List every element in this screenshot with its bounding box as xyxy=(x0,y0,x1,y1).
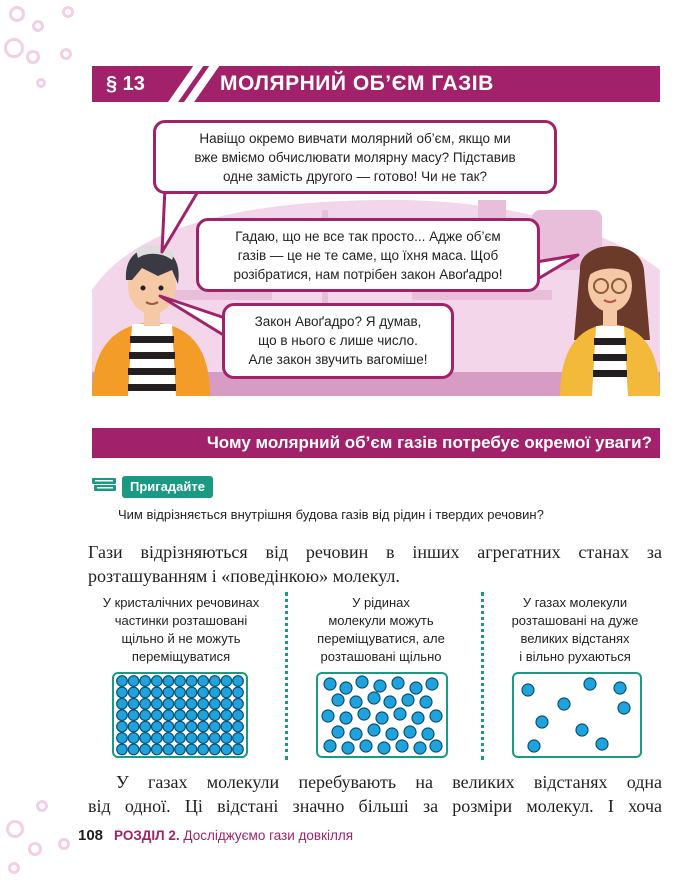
molecule xyxy=(163,721,174,732)
molecule xyxy=(233,710,244,721)
liquid-line: У рідинах xyxy=(352,595,410,610)
molecule xyxy=(358,708,370,720)
molecule xyxy=(322,710,334,722)
molecule xyxy=(152,721,163,732)
molecule xyxy=(350,728,362,740)
molecule xyxy=(558,698,570,710)
molecule xyxy=(163,744,174,755)
molecule xyxy=(426,678,438,690)
molecule xyxy=(186,733,197,744)
molecule xyxy=(175,699,186,710)
molecule xyxy=(368,724,380,736)
gas-line: і вільно рухаються xyxy=(519,649,631,664)
molecule xyxy=(396,740,408,752)
liquid-molecules xyxy=(318,674,446,756)
molecule xyxy=(233,721,244,732)
molecule xyxy=(618,702,630,714)
molecule xyxy=(198,699,209,710)
gas-description xyxy=(490,594,660,666)
molecule xyxy=(356,676,368,688)
molecule xyxy=(186,721,197,732)
molecule xyxy=(414,742,426,754)
molecule xyxy=(175,676,186,687)
molecule xyxy=(210,710,221,721)
molecule xyxy=(324,678,336,690)
molecule xyxy=(210,721,221,732)
molecule xyxy=(140,676,151,687)
molecule xyxy=(128,699,139,710)
molecule xyxy=(386,728,398,740)
speech-bubble-girl xyxy=(196,218,540,292)
molecule xyxy=(163,710,174,721)
molecule xyxy=(221,687,232,698)
molecule xyxy=(376,712,388,724)
molecule xyxy=(221,721,232,732)
molecule xyxy=(117,744,128,755)
bubble-line: вже вміємо обчислювати молярну масу? Підставив xyxy=(194,150,516,165)
molecule xyxy=(163,676,174,687)
molecule xyxy=(198,721,209,732)
column-divider xyxy=(481,592,484,760)
gas-line: великих відстанях xyxy=(520,631,630,646)
chapter-label: РОЗДІЛ 2. xyxy=(114,828,180,843)
section-heading: Чому молярний об’єм газів потребує окремої уваги? xyxy=(92,428,660,458)
molecule xyxy=(128,676,139,687)
molecule xyxy=(340,682,352,694)
molecule xyxy=(584,678,596,690)
solid-molecules xyxy=(114,674,246,756)
molecule xyxy=(210,687,221,698)
liquid-description xyxy=(296,594,466,666)
molecule xyxy=(186,699,197,710)
molecule xyxy=(186,676,197,687)
molecule xyxy=(152,733,163,744)
molecule xyxy=(522,684,534,696)
solid-line: частинки розташовані xyxy=(114,613,248,628)
molecule xyxy=(221,733,232,744)
molecule xyxy=(152,687,163,698)
books-icon xyxy=(92,478,116,492)
molecule xyxy=(117,687,128,698)
molecule xyxy=(210,699,221,710)
decor-ring xyxy=(6,820,24,838)
molecule xyxy=(350,696,362,708)
molecule xyxy=(163,733,174,744)
remember-question: Чим відрізняється внутрішня будова газів від рідин і твердих речовин? xyxy=(118,507,544,522)
molecule xyxy=(233,733,244,744)
molecule xyxy=(528,740,540,752)
bubble-line: Навіщо окремо вивчати молярний об’єм, якщо ми xyxy=(199,131,511,146)
molecule xyxy=(117,676,128,687)
body-line-2: від одної. Ці відстані значно більші за розміри молекул. І хоча xyxy=(88,796,662,816)
molecule xyxy=(140,699,151,710)
molecule xyxy=(186,710,197,721)
molecule xyxy=(117,699,128,710)
molecule xyxy=(117,710,128,721)
molecule xyxy=(221,744,232,755)
molecule xyxy=(140,744,151,755)
molecule xyxy=(210,744,221,755)
bubble-line: одне замість другого — готово! Чи не так? xyxy=(222,169,488,184)
molecule xyxy=(140,721,151,732)
molecule xyxy=(324,740,336,752)
molecule xyxy=(117,721,128,732)
molecule xyxy=(340,712,352,724)
solid-line: переміщуватися xyxy=(131,649,231,664)
speech-bubble-boy-reply xyxy=(222,303,454,379)
molecule xyxy=(198,687,209,698)
molecule xyxy=(198,744,209,755)
molecule xyxy=(175,721,186,732)
solid-line: У кристалічних речовинах xyxy=(102,595,260,610)
decor-ring xyxy=(58,838,70,850)
molecule xyxy=(221,710,232,721)
molecule xyxy=(430,740,442,752)
liquid-line: переміщуватися, але xyxy=(317,631,445,646)
gas-molecules xyxy=(514,674,640,756)
molecule xyxy=(422,728,434,740)
molecule xyxy=(152,710,163,721)
molecule xyxy=(128,733,139,744)
bubble-line: Але закон звучить вагоміше! xyxy=(248,352,428,367)
bubble-line: що в нього є лише число. xyxy=(258,333,418,348)
molecule xyxy=(384,696,396,708)
chapter-title: Досліджуємо гази довкілля xyxy=(183,828,354,843)
molecule xyxy=(128,744,139,755)
bubble-line: газів — це не те саме, що їхня маса. Щоб xyxy=(237,248,499,263)
molecule xyxy=(368,692,380,704)
molecule xyxy=(332,694,344,706)
column-divider xyxy=(285,592,288,760)
gas-line: розташовані на дуже xyxy=(511,613,639,628)
molecule xyxy=(152,676,163,687)
molecule xyxy=(420,696,432,708)
molecule xyxy=(140,687,151,698)
molecule xyxy=(233,676,244,687)
molecule xyxy=(140,710,151,721)
speech-bubble-boy xyxy=(153,120,557,194)
molecule xyxy=(175,710,186,721)
decor-ring xyxy=(28,842,42,856)
molecule xyxy=(210,733,221,744)
intro-line-1: Гази відрізняються від речовин в інших агрегатних станах за xyxy=(88,542,662,562)
molecule xyxy=(360,740,372,752)
bubble-line: Гадаю, що не все так просто... Адже об’єм xyxy=(235,229,501,244)
solid-diagram xyxy=(112,672,248,758)
molecule xyxy=(175,744,186,755)
molecule xyxy=(596,738,608,750)
molecule xyxy=(128,710,139,721)
bubble-line: Закон Авоґадро? Я думав, xyxy=(254,314,422,329)
molecule xyxy=(117,733,128,744)
molecule xyxy=(175,687,186,698)
bubble-line: розібратися, нам потрібен закон Авоґадро! xyxy=(233,267,503,282)
liquid-line: розташовані щільно xyxy=(320,649,442,664)
solid-description xyxy=(92,594,270,666)
molecule xyxy=(233,687,244,698)
decor-ring xyxy=(36,800,48,812)
molecule xyxy=(186,687,197,698)
molecule xyxy=(198,733,209,744)
molecule xyxy=(332,726,344,738)
molecule xyxy=(221,699,232,710)
molecule xyxy=(221,676,232,687)
remember-badge: Пригадайте xyxy=(122,476,213,498)
liquid-diagram xyxy=(316,672,448,758)
molecule xyxy=(128,721,139,732)
molecule xyxy=(198,710,209,721)
molecule xyxy=(342,742,354,754)
molecule xyxy=(233,744,244,755)
molecule xyxy=(140,733,151,744)
molecule xyxy=(412,712,424,724)
decor-ring xyxy=(8,862,20,874)
intro-line-2: розташуванням і «поведінкою» молекул. xyxy=(88,566,400,586)
section-number: § 13 xyxy=(106,73,145,95)
molecule xyxy=(175,733,186,744)
molecule xyxy=(210,676,221,687)
body-line-1: У газах молекули перебувають на великих відстанях одна xyxy=(116,772,662,792)
molecule xyxy=(410,682,422,694)
page-title: МОЛЯРНИЙ ОБ’ЄМ ГАЗІВ xyxy=(220,72,494,95)
page-number: 108 xyxy=(78,827,104,844)
solid-line: щільно й не можуть xyxy=(121,631,241,646)
molecule xyxy=(430,710,442,722)
molecule xyxy=(152,699,163,710)
molecule xyxy=(404,726,416,738)
molecule xyxy=(576,724,588,736)
molecule xyxy=(536,716,548,728)
molecule xyxy=(163,687,174,698)
molecule xyxy=(402,694,414,706)
molecule xyxy=(392,677,404,689)
liquid-line: молекули можуть xyxy=(328,613,434,628)
molecule xyxy=(374,680,386,692)
gas-diagram xyxy=(512,672,642,758)
molecule xyxy=(186,744,197,755)
molecule xyxy=(152,744,163,755)
molecule xyxy=(233,699,244,710)
molecule xyxy=(198,676,209,687)
molecule xyxy=(163,699,174,710)
footer-chapter xyxy=(114,828,353,843)
molecule xyxy=(378,742,390,754)
molecule xyxy=(128,687,139,698)
gas-line: У газах молекули xyxy=(522,595,628,610)
molecule xyxy=(614,682,626,694)
molecule xyxy=(394,708,406,720)
